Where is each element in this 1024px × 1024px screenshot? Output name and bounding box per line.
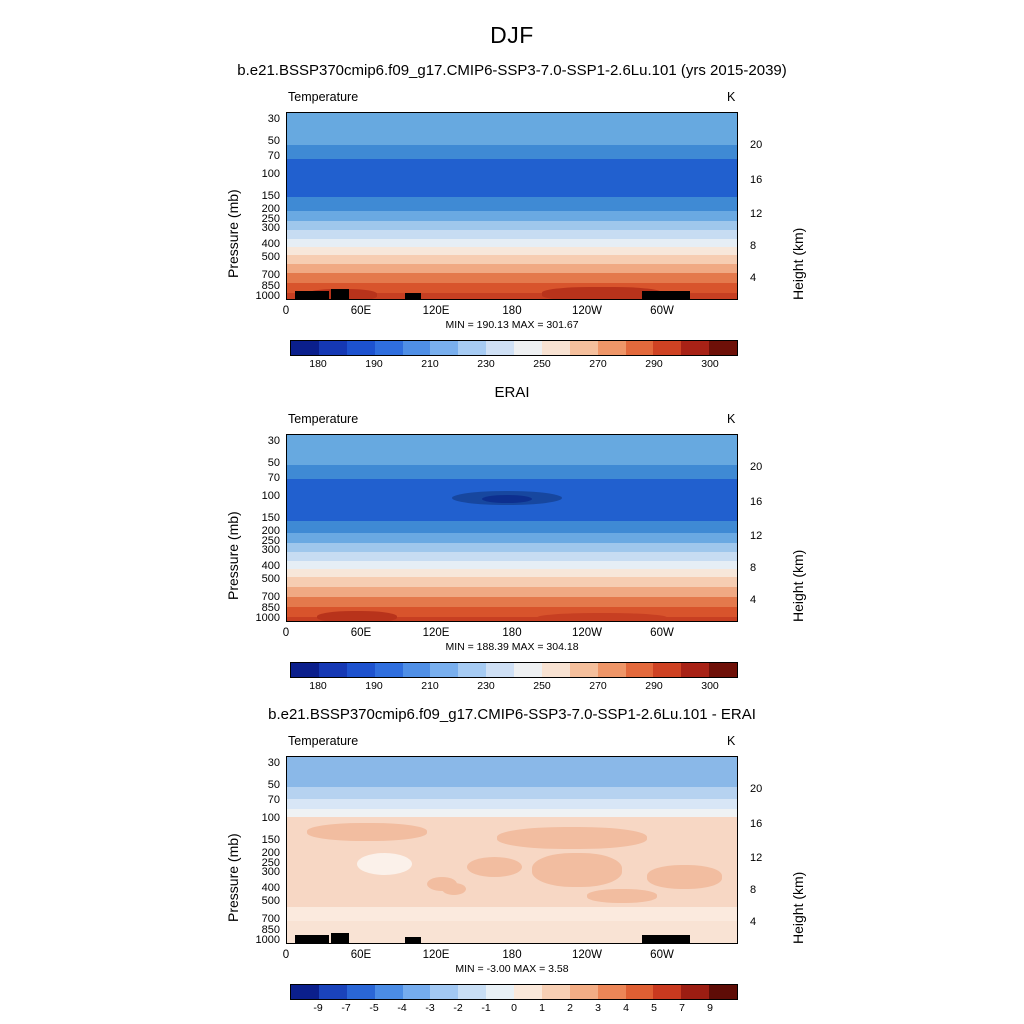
panel-1-plot-area (286, 112, 738, 300)
panel-2-ytick-right-0: 20 (750, 461, 763, 473)
panel-2-ytick-11: 850 (261, 602, 280, 614)
panel-3-ytick-9: 500 (261, 895, 280, 907)
panel-1-ytick-right-0: 20 (750, 139, 763, 151)
panel-2-ytick-3: 100 (261, 490, 280, 502)
panel-1-ytick-2: 70 (267, 150, 280, 162)
panel-3-variable-label: Temperature (288, 734, 359, 748)
panel-3-unit-label: K (727, 734, 736, 748)
panel-3-colorbar-labels: -9 -7 -5 -4 -3 -2 -1 0 1 2 3 4 5 7 9 (313, 1002, 713, 1014)
panel-1-xtick-3: 180 (502, 305, 522, 317)
panel-2-xtick-2: 120E (422, 627, 450, 639)
panel-2-colorbar-labels: 180 190 210 230 250 270 290 300 (309, 680, 719, 692)
panel-3-ytick-right-0: 20 (750, 783, 763, 795)
panel-3-ytick-7: 300 (261, 866, 280, 878)
panel-1-ytick-8: 400 (261, 238, 280, 250)
panel-3-ytick-4: 150 (261, 834, 280, 846)
panel-3-ytick-11: 850 (261, 924, 280, 936)
panel-1-ytick-7: 300 (261, 222, 280, 234)
panel-2-ytick-7: 300 (261, 544, 280, 556)
panel-1-colorbar-labels: 180 190 210 230 250 270 290 300 (309, 358, 719, 370)
panel-2-xtick-4: 120W (571, 627, 603, 639)
panel-3-ytick-right-1: 16 (750, 818, 763, 830)
panel-1-ytick-right-1: 16 (750, 174, 763, 186)
panel-3-ytick-right-2: 12 (750, 852, 763, 864)
panel-1-variable-label: Temperature (288, 90, 359, 104)
panel-3-ytick-0: 30 (267, 757, 280, 769)
panel-3-colorbar (290, 984, 738, 1000)
panel-2-xtick-5: 60W (650, 627, 674, 639)
panel-3-ytick-6: 250 (261, 857, 280, 869)
panel-1-ytick-right-3: 8 (750, 240, 757, 252)
panel-2-ytick-9: 500 (261, 573, 280, 585)
panel-1-ytick-9: 500 (261, 251, 280, 263)
panel-2-ytick-4: 150 (261, 512, 280, 524)
panel-1-ytick-3: 100 (261, 168, 280, 180)
panel-1-xtick-1: 60E (350, 305, 372, 317)
panel-3-title: b.e21.BSSP370cmip6.f09_g17.CMIP6-SSP3-7.0-SSP1-2.6Lu.101 - ERAI (268, 706, 756, 723)
panel-3-plot-area (286, 756, 738, 944)
panel-1-colorbar (290, 340, 738, 356)
panel-3-ytick-10: 700 (261, 913, 280, 925)
panel-1-ytick-1: 50 (267, 135, 280, 147)
panel-2-variable-label: Temperature (288, 412, 359, 426)
panel-2-ytick-right-4: 4 (750, 594, 757, 606)
panel-1-xtick-2: 120E (422, 305, 450, 317)
panel-1-y-axis-label: Pressure (mb) (225, 189, 241, 278)
panel-3-ytick-right-3: 8 (750, 884, 757, 896)
panel-1-title: b.e21.BSSP370cmip6.f09_g17.CMIP6-SSP3-7.0-SSP1-2.6Lu.101 (yrs 2015-2039) (237, 62, 787, 79)
panel-2-ytick-right-2: 12 (750, 530, 763, 542)
panel-2-title: ERAI (494, 384, 530, 401)
panel-3-xtick-3: 180 (502, 949, 522, 961)
panel-2-ytick-8: 400 (261, 560, 280, 572)
panel-2-ytick-right-1: 16 (750, 496, 763, 508)
panel-3-xtick-4: 120W (571, 949, 603, 961)
panel-2-ytick-0: 30 (267, 435, 280, 447)
panel-2-ytick-2: 70 (267, 472, 280, 484)
panel-3-xtick-1: 60E (350, 949, 372, 961)
panel-2-xtick-3: 180 (502, 627, 522, 639)
panel-3-ytick-8: 400 (261, 882, 280, 894)
panel-3-ytick-3: 100 (261, 812, 280, 824)
panel-1-ytick-0: 30 (267, 113, 280, 125)
panel-2-plot-area (286, 434, 738, 622)
panel-2-minmax: MIN = 188.39 MAX = 304.18 (445, 641, 579, 653)
panel-2-ytick-right-3: 8 (750, 562, 757, 574)
panel-1-minmax: MIN = 190.13 MAX = 301.67 (445, 319, 579, 331)
panel-2-y-axis-label: Pressure (mb) (225, 511, 241, 600)
panel-3-y-axis-label: Pressure (mb) (225, 833, 241, 922)
panel-1-xtick-4: 120W (571, 305, 603, 317)
figure-title: DJF (490, 22, 534, 48)
panel-3-minmax: MIN = -3.00 MAX = 3.58 (455, 963, 569, 975)
panel-2-y-axis-label-right: Height (km) (790, 549, 806, 622)
panel-3-ytick-1: 50 (267, 779, 280, 791)
panel-1-ytick-right-2: 12 (750, 208, 763, 220)
panel-3-y-axis-label-right: Height (km) (790, 871, 806, 944)
panel-1-ytick-10: 700 (261, 269, 280, 281)
panel-2-ytick-12: 1000 (255, 612, 280, 624)
panel-2-xtick-0: 0 (282, 627, 290, 639)
panel-2-ytick-10: 700 (261, 591, 280, 603)
panel-2-ytick-1: 50 (267, 457, 280, 469)
panel-1-ytick-5: 200 (261, 203, 280, 215)
panel-1-xtick-5: 60W (650, 305, 674, 317)
panel-1-ytick-11: 850 (261, 280, 280, 292)
panel-3-ytick-5: 200 (261, 847, 280, 859)
panel-2-unit-label: K (727, 412, 736, 426)
panel-3-xtick-2: 120E (422, 949, 450, 961)
panel-1-unit-label: K (727, 90, 736, 104)
panel-1-ytick-12: 1000 (255, 290, 280, 302)
panel-3-xtick-0: 0 (282, 949, 290, 961)
panel-1-ytick-right-4: 4 (750, 272, 757, 284)
panel-1-ytick-6: 250 (261, 213, 280, 225)
panel-1-xtick-0: 0 (282, 305, 290, 317)
panel-1-y-axis-label-right: Height (km) (790, 227, 806, 300)
panel-2-ytick-5: 200 (261, 525, 280, 537)
panel-3-ytick-right-4: 4 (750, 916, 757, 928)
panel-2-xtick-1: 60E (350, 627, 372, 639)
panel-3-ytick-2: 70 (267, 794, 280, 806)
panel-2-ytick-6: 250 (261, 535, 280, 547)
panel-2-colorbar (290, 662, 738, 678)
panel-3-ytick-12: 1000 (255, 934, 280, 946)
panel-3-xtick-5: 60W (650, 949, 674, 961)
panel-1-ytick-4: 150 (261, 190, 280, 202)
